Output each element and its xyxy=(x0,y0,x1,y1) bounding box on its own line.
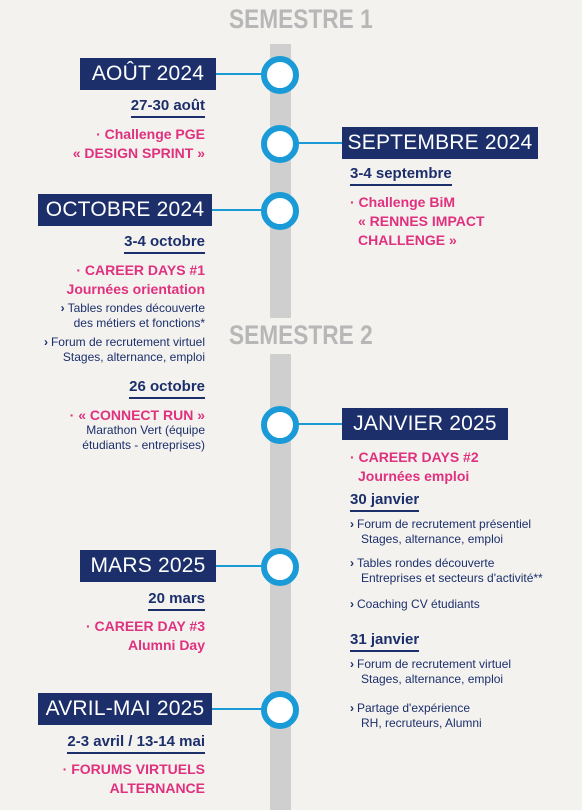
event-octobre-2-desc-line-2: étudiants - entreprises) xyxy=(82,438,205,452)
janvier-item-2-line-2: Entreprises et secteurs d'activité** xyxy=(361,571,543,585)
event-avril-line-2: ALTERNANCE xyxy=(109,780,205,796)
date-janvier-1: 30 janvier xyxy=(350,491,419,512)
date-aout: 27-30 août xyxy=(131,97,205,118)
octobre-item-1-line-2: des métiers et fonctions* xyxy=(73,316,205,330)
chevron-icon: › xyxy=(350,597,354,611)
octobre-item-2-line-1: Forum de recrutement virtuel xyxy=(50,335,205,349)
event-mars xyxy=(86,617,205,655)
janvier-item-4 xyxy=(350,657,511,687)
event-janvier-line-1: · CAREER DAYS #2 xyxy=(350,449,479,465)
date-octobre-1: 3-4 octobre xyxy=(124,233,205,254)
chevron-icon: › xyxy=(43,335,48,349)
event-septembre xyxy=(350,193,485,250)
month-header-mars: MARS 2025 xyxy=(80,550,216,582)
janvier-item-1-line-1: Forum de recrutement présentiel xyxy=(357,517,532,531)
timeline-node-janvier xyxy=(261,406,299,444)
connector-mars xyxy=(216,565,266,567)
connector-avril xyxy=(212,708,266,710)
connector-aout xyxy=(216,73,266,75)
month-header-octobre: OCTOBRE 2024 xyxy=(38,194,212,226)
event-septembre-line-2: « RENNES IMPACT xyxy=(358,213,485,229)
janvier-item-3-line-1: Coaching CV étudiants xyxy=(357,597,480,611)
chevron-icon: › xyxy=(60,301,65,315)
date-janvier-2: 31 janvier xyxy=(350,631,419,652)
janvier-item-3 xyxy=(350,597,480,612)
connector-septembre xyxy=(296,142,342,144)
event-septembre-line-1: · Challenge BiM xyxy=(350,194,456,210)
janvier-item-5-line-2: RH, recruteurs, Alumni xyxy=(361,716,482,730)
event-mars-line-2: Alumni Day xyxy=(127,637,205,653)
janvier-item-1 xyxy=(350,517,531,547)
octobre-item-1 xyxy=(61,301,205,331)
janvier-item-4-line-1: Forum de recrutement virtuel xyxy=(357,657,512,671)
timeline-node-septembre xyxy=(261,125,299,163)
event-mars-line-1: · CAREER DAY #3 xyxy=(85,618,205,634)
octobre-item-2-line-2: Stages, alternance, emploi xyxy=(62,350,205,364)
timeline-node-octobre xyxy=(261,192,299,230)
date-octobre-2: 26 octobre xyxy=(129,378,205,399)
event-octobre-2-desc-line-1: Marathon Vert (équipe xyxy=(86,423,205,437)
event-octobre-1-line-2: Journées orientation xyxy=(66,281,205,297)
event-octobre-2: · « CONNECT RUN » xyxy=(69,407,205,423)
event-aout xyxy=(73,125,205,163)
timeline-node-avril xyxy=(261,691,299,729)
janvier-item-2-line-1: Tables rondes découverte xyxy=(357,556,495,570)
janvier-item-4-line-2: Stages, alternance, emploi xyxy=(361,672,504,686)
date-avril: 2-3 avril / 13-14 mai xyxy=(67,733,205,754)
chevron-icon: › xyxy=(350,701,354,715)
octobre-item-2 xyxy=(44,335,205,365)
janvier-item-5-line-1: Partage d'expérience xyxy=(357,701,471,715)
chevron-icon: › xyxy=(350,517,354,531)
timeline-node-mars xyxy=(261,548,299,586)
date-septembre: 3-4 septembre xyxy=(350,165,452,186)
chevron-icon: › xyxy=(350,657,354,671)
event-avril xyxy=(63,760,205,798)
event-octobre-1 xyxy=(67,261,205,299)
event-aout-line-2: « DESIGN SPRINT » xyxy=(72,145,205,161)
event-octobre-1-line-1: · CAREER DAYS #1 xyxy=(76,262,205,278)
octobre-item-1-line-1: Tables rondes découverte xyxy=(67,301,205,315)
chevron-icon: › xyxy=(350,556,354,570)
month-header-janvier: JANVIER 2025 xyxy=(342,408,508,440)
month-header-septembre: SEPTEMBRE 2024 xyxy=(342,127,538,159)
janvier-item-2 xyxy=(350,556,543,586)
semester-1-heading: SEMESTRE 1 xyxy=(229,4,373,34)
month-header-aout: AOÛT 2024 xyxy=(80,58,216,90)
connector-octobre xyxy=(212,209,266,211)
event-janvier xyxy=(350,448,479,486)
janvier-item-5 xyxy=(350,701,482,731)
event-avril-line-1: · FORUMS VIRTUELS xyxy=(62,761,205,777)
semester-2-heading: SEMESTRE 2 xyxy=(229,320,373,350)
date-mars: 20 mars xyxy=(148,590,205,611)
month-header-avril: AVRIL-MAI 2025 xyxy=(38,693,212,725)
janvier-item-1-line-2: Stages, alternance, emploi xyxy=(361,532,504,546)
connector-janvier xyxy=(296,423,342,425)
event-septembre-line-3: CHALLENGE » xyxy=(358,232,457,248)
event-aout-line-1: · Challenge PGE xyxy=(96,126,205,142)
timeline-node-aout xyxy=(261,56,299,94)
event-octobre-2-desc xyxy=(82,423,205,453)
event-janvier-line-2: Journées emploi xyxy=(358,468,470,484)
